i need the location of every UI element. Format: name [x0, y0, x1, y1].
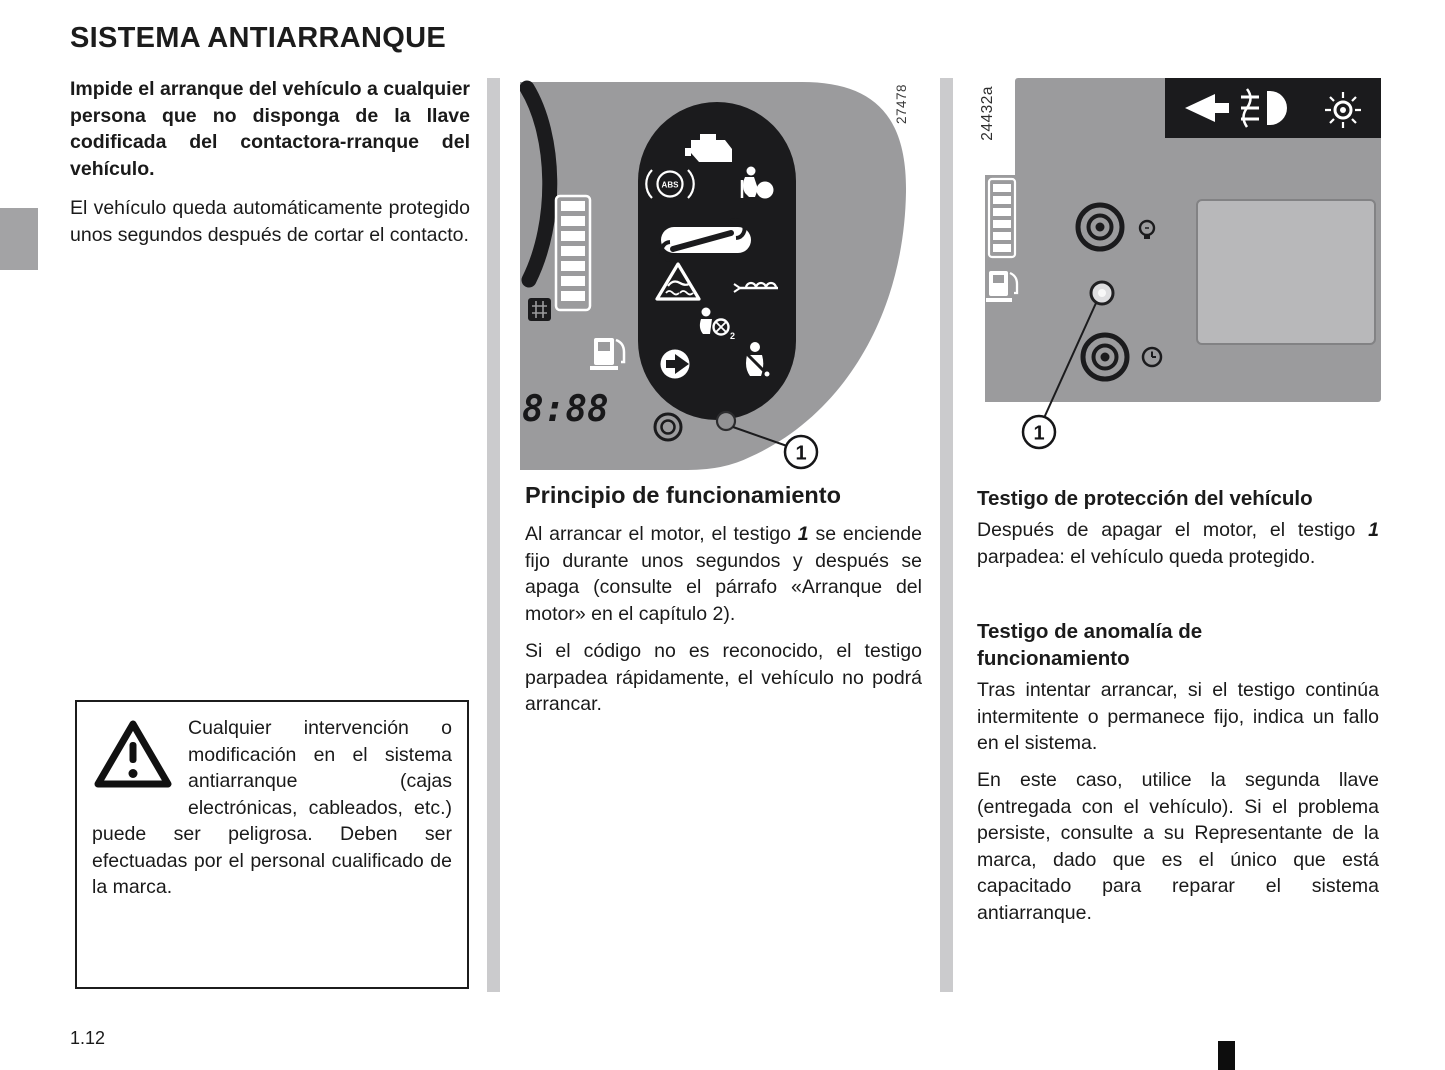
indicator-ref: 1: [797, 523, 809, 545]
right-p1-before: Después de apagar el motor, el testigo: [977, 519, 1369, 541]
mid-heading: Principio de funcionamiento: [525, 482, 841, 508]
odometer-icon: [528, 298, 551, 321]
svg-text:1: 1: [1033, 422, 1045, 445]
immobilizer-indicator-light: [717, 412, 735, 430]
instrument-cluster-figure: [520, 80, 910, 472]
right-paragraph-3: En este caso, utilice la segunda llave (entregada con el vehículo). Si el problema persiste, consulte a su Representante de la marca, dado que es el único que está capacitado para reparar el sistema antiarranque.: [977, 769, 1379, 924]
svg-text:ABS: ABS: [661, 180, 679, 190]
rotary-knob: [1083, 335, 1127, 379]
mid-paragraph-1: [525, 521, 922, 640]
light-icon: [1325, 92, 1361, 128]
svg-text:2: 2: [730, 331, 736, 341]
right-section-anomaly: [977, 618, 1277, 672]
intro-paragraph: El vehículo queda automáticamente protegido unos segundos después de cortar el contacto.: [70, 197, 470, 246]
callout-1: [1023, 416, 1055, 448]
direction-arrow-icon: [661, 350, 690, 379]
mid-paragraph-2: Si el código no es reconocido, el testigo parpadea rápidamente, el vehículo no podrá arrancar.: [525, 640, 922, 715]
protection-heading: Testigo de protección del vehículo: [977, 487, 1313, 510]
anomaly-heading: Testigo de anomalía de funcionamiento: [977, 620, 1203, 670]
immobilizer-button: [1091, 282, 1113, 304]
mid-p1-before: Al arrancar el motor, el testigo: [525, 523, 798, 545]
page-edge-mark: [1218, 1041, 1235, 1070]
right-paragraph-1: [977, 517, 1379, 583]
dashboard-switches-figure: [975, 75, 1382, 455]
warning-triangle-icon: [92, 718, 174, 792]
warning-text: Cualquier intervención o modificación en el sistema antiarranque (cajas electrónicas, cableados, etc.) puede ser peligrosa. Deben ser efectuadas por el personal cualificado de la marca.: [92, 717, 452, 898]
column-divider: [487, 78, 500, 992]
page-title: SISTEMA ANTIARRANQUE: [70, 22, 447, 54]
left-column: [70, 76, 470, 261]
mid-p1-after: se enciende fijo durante unos segundos y después se apaga (consulte el párrafo «Arranque del motor» en el capítulo 2).: [525, 523, 922, 625]
right-section-protection: [977, 485, 1379, 512]
display-screen: [1197, 200, 1375, 344]
clock-icon: [1143, 348, 1161, 366]
right-paragraph-2: Tras intentar arrancar, si el testigo continúa intermitente o permanece fijo, indica un fallo en el sistema.: [977, 679, 1379, 754]
figure-reference: 27478: [894, 84, 909, 125]
mid-section: [525, 482, 922, 509]
clock-display: 8:88: [522, 389, 609, 430]
column-divider: [940, 78, 953, 992]
svg-text:1: 1: [795, 442, 807, 465]
callout-1: [785, 436, 817, 468]
figure-reference: 24432a: [979, 86, 996, 141]
intro-paragraph-bold: Impide el arranque del vehículo a cualquier persona que no disponga de la llave codificada del contactora-rranque del vehículo.: [70, 78, 470, 180]
warning-box: [75, 700, 469, 989]
section-edge-tab: [0, 208, 38, 270]
indicator-ref: 1: [1368, 519, 1379, 541]
rotary-knob: [1078, 205, 1122, 249]
right-p1-after: parpadea: el vehículo queda protegido.: [977, 545, 1316, 568]
page-number: 1.12: [70, 1028, 106, 1048]
